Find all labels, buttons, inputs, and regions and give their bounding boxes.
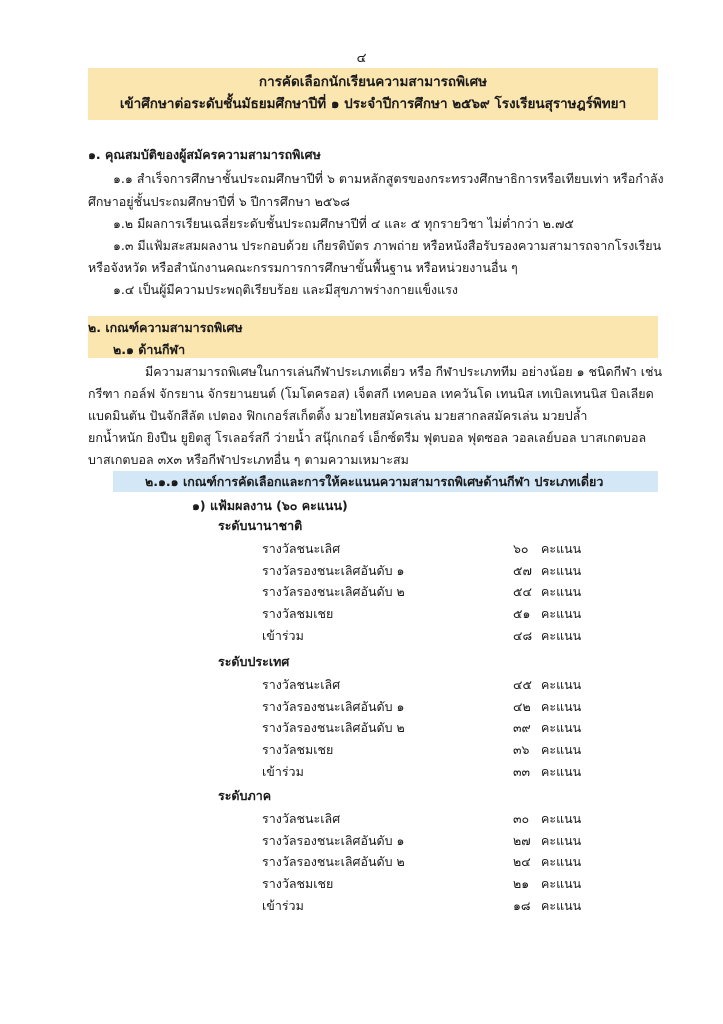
award-unit: คะแนน xyxy=(541,876,582,891)
award-unit: คะแนน xyxy=(541,833,582,848)
award-points: ๖๐ xyxy=(513,541,529,556)
award-points: ๒๔ xyxy=(513,854,531,869)
section1-item-1-3-cont: หรือจังหวัด หรือสำนักงานคณะกรรมการการศึกษาขั้นพื้นฐาน หรือหน่วยงานอื่น ๆ xyxy=(88,260,518,275)
award-label: รางวัลชนะเลิศ xyxy=(262,677,341,692)
title-line-1: การคัดเลือกนักเรียนความสามารถพิเศษ xyxy=(258,74,488,90)
award-unit: คะแนน xyxy=(541,541,582,556)
award-points: ๕๔ xyxy=(513,584,532,599)
award-unit: คะแนน xyxy=(541,720,582,735)
award-unit: คะแนน xyxy=(541,563,582,578)
level-heading: ระดับประเทศ xyxy=(218,654,290,669)
section1-item-1-4: ๑.๔ เป็นผู้มีความประพฤติเรียบร้อย และมีสุขภาพร่างกายแข็งแรง xyxy=(113,282,459,297)
award-points: ๕๗ xyxy=(513,563,532,578)
award-unit: คะแนน xyxy=(541,898,582,913)
award-label: เข้าร่วม xyxy=(262,764,304,779)
sports-para-line-2: กรีฑา กอล์ฟ จักรยาน จักรยานยนต์ (โมโตครอส) เจ็ตสกี เทคบอล เทควันโด เทนนิส เทเบิลเทนนิส บิลเลียด xyxy=(88,386,654,401)
criteria-heading: ๒.๑.๑ เกณฑ์การคัดเลือกและการให้คะแนนความสามารถพิเศษด้านกีฬา ประเภทเดี่ยว xyxy=(145,474,604,489)
award-unit: คะแนน xyxy=(541,811,582,826)
award-unit: คะแนน xyxy=(541,677,582,692)
section2-sub-heading: ๒.๑ ด้านกีฬา xyxy=(113,342,186,357)
award-points: ๒๗ xyxy=(513,833,531,848)
sports-para-line-1: มีความสามารถพิเศษในการเล่นกีฬาประเภทเดี่ยว หรือ กีฬาประเภททีม อย่างน้อย ๑ ชนิดกีฬา เช่น xyxy=(145,364,663,379)
document-title xyxy=(88,68,658,120)
award-points: ๓๓ xyxy=(513,764,531,779)
award-label: รางวัลชนะเลิศ xyxy=(262,811,341,826)
award-label: รางวัลรองชนะเลิศอันดับ ๒ xyxy=(262,584,405,599)
sports-para-line-3: แบดมินตัน ปันจักสีลัต เปตอง ฟิกเกอร์สเก็ตติ้ง มวยไทยสมัครเล่น มวยสากลสมัครเล่น มวยปล้ำ xyxy=(88,408,588,423)
title-line-2: เข้าศึกษาต่อระดับชั้นมัธยมศึกษาปีที่ ๑ ประจำปีการศึกษา ๒๕๖๙ โรงเรียนสุราษฎร์พิทยา xyxy=(119,96,627,112)
award-label: เข้าร่วม xyxy=(262,898,304,913)
award-unit: คะแนน xyxy=(541,628,582,643)
section1-item-1-1: ๑.๑ สำเร็จการศึกษาชั้นประถมศึกษาปีที่ ๖ ตามหลักสูตรของกระทรวงศึกษาธิการหรือเทียบเท่า หรือกำลัง xyxy=(113,171,664,186)
award-unit: คะแนน xyxy=(541,606,582,621)
award-points: ๒๑ xyxy=(513,876,530,891)
award-points: ๔๒ xyxy=(513,699,531,714)
award-label: เข้าร่วม xyxy=(262,628,304,643)
sports-para-line-4: ยกน้ำหนัก ยิงปืน ยูยิตสู โรเลอร์สกี ว่ายน้ำ สนุ๊กเกอร์ เอ็กซ์ตรีม ฟุตบอล ฟุตซอล วอลเลย์บอล บาสเกตบอล xyxy=(88,430,647,445)
award-label: รางวัลรองชนะเลิศอันดับ ๑ xyxy=(262,833,405,848)
portfolio-heading: ๑) แฟ้มผลงาน (๖๐ คะแนน) xyxy=(192,498,348,513)
award-points: ๓๙ xyxy=(513,720,531,735)
sports-para-line-5: บาสเกตบอล ๓x๓ หรือกีฬาประเภทอื่น ๆ ตามความเหมาะสม xyxy=(88,452,409,467)
level-heading: ระดับภาค xyxy=(218,788,272,803)
award-label: รางวัลชนะเลิศ xyxy=(262,541,341,556)
award-unit: คะแนน xyxy=(541,584,582,599)
award-unit: คะแนน xyxy=(541,764,582,779)
award-label: รางวัลชมเชย xyxy=(262,606,334,621)
section2-heading: ๒. เกณฑ์ความสามารถพิเศษ xyxy=(88,320,243,335)
award-points: ๓๖ xyxy=(513,742,530,757)
section1-heading: ๑. คุณสมบัติของผู้สมัครความสามารถพิเศษ xyxy=(88,147,321,162)
award-label: รางวัลชมเชย xyxy=(262,876,334,891)
award-unit: คะแนน xyxy=(541,742,582,757)
award-points: ๓๐ xyxy=(513,811,530,826)
award-points: ๔๕ xyxy=(513,677,532,692)
award-label: รางวัลชมเชย xyxy=(262,742,334,757)
level-heading: ระดับนานาชาติ xyxy=(218,518,303,533)
award-label: รางวัลรองชนะเลิศอันดับ ๑ xyxy=(262,699,405,714)
award-label: รางวัลรองชนะเลิศอันดับ ๑ xyxy=(262,563,405,578)
award-unit: คะแนน xyxy=(541,854,582,869)
section1-item-1-3: ๑.๓ มีแฟ้มสะสมผลงาน ประกอบด้วย เกียรติบัตร ภาพถ่าย หรือหนังสือรับรองความสามารถจากโรงเรียน xyxy=(113,238,662,253)
page-number: ๔ xyxy=(356,51,367,66)
award-unit: คะแนน xyxy=(541,699,582,714)
award-points: ๕๑ xyxy=(513,606,531,621)
award-points: ๔๘ xyxy=(513,628,533,643)
award-label: รางวัลรองชนะเลิศอันดับ ๒ xyxy=(262,854,405,869)
section1-item-1-1-cont: ศึกษาอยู่ชั้นประถมศึกษาปีที่ ๖ ปีการศึกษา ๒๕๖๘ xyxy=(88,194,350,209)
section1-item-1-2: ๑.๒ มีผลการเรียนเฉลี่ยระดับชั้นประถมศึกษาปีที่ ๔ และ ๕ ทุกรายวิชา ไม่ต่ำกว่า ๒.๗๕ xyxy=(113,216,574,231)
award-label: รางวัลรองชนะเลิศอันดับ ๒ xyxy=(262,720,405,735)
award-points: ๑๘ xyxy=(513,898,531,913)
